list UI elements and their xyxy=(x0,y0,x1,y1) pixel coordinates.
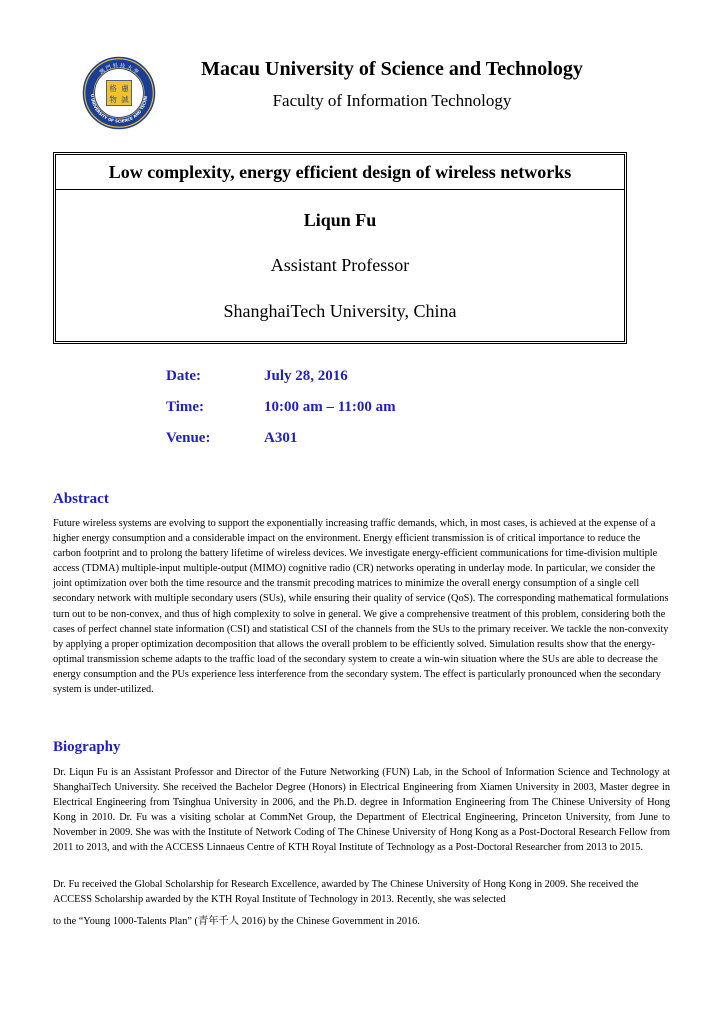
abstract-heading: Abstract xyxy=(53,491,109,507)
speaker-affiliation: ShanghaiTech University, China xyxy=(223,301,457,321)
svg-text:誠: 誠 xyxy=(121,94,129,104)
svg-text:物: 物 xyxy=(109,94,117,104)
svg-text:MACAU UNIVERSITY OF SCIENCE AN: U UNIVERSITY OF SCIENCE AND TECHN xyxy=(89,93,149,124)
biography-paragraph-2: Dr. Fu received the Global Scholarship for Research Excellence, awarded by The Chinese University of Hong Kong in 2009. She received the ACCESS Scholarship awarded by the KTH Royal Institute of Technology in 2013. Recently, she was selected xyxy=(53,879,639,906)
venue-label: Venue: xyxy=(166,430,211,446)
date-label: Date: xyxy=(166,368,201,384)
talk-title: Low complexity, energy efficient design of wireless networks xyxy=(56,155,624,190)
svg-text:澳 門 科 技 大 學: 澳 門 科 技 大 學 xyxy=(98,63,140,76)
svg-text:慮: 慮 xyxy=(121,83,129,93)
biography-heading: Biography xyxy=(53,739,121,755)
biography-paragraph-1: Dr. Liqun Fu is an Assistant Professor and Director of the Future Networking (FUN) Lab, in the School of Information Science and Technology at ShanghaiTech University. She received the Bachelor Degree (Honors) in Electrical Engineering from Xiamen University in 2003, Master degree in Electrical Engineering from Tsinghua University in 2006, and the Ph.D. degree in Information Engineering from The Chinese University of Hong Kong in 2010. Dr. Fu was a visiting scholar at CommNet Group, the Department of Electrical Engineering, Princeton University, from June to November in 2009. She was with the Institute of Network Coding of The Chinese University of Hong Kong as a Post-Doctoral Research Fellow from 2011 to 2013, and with the ACCESS Linnaeus Centre of KTH Royal Institute of Technology as a Post-Doctoral Researcher from 2013 to 2015. xyxy=(53,767,670,854)
biography-paragraph-3: to the “Young 1000-Talents Plan” (青年千人 2016) by the Chinese Government in 2016. xyxy=(53,916,420,927)
date-value: July 28, 2016 xyxy=(264,368,348,384)
venue-value: A301 xyxy=(264,430,298,446)
university-seal-logo xyxy=(82,56,156,130)
time-value: 10:00 am – 11:00 am xyxy=(264,399,396,415)
faculty-name: Faculty of Information Technology xyxy=(272,91,512,110)
svg-text:格: 格 xyxy=(109,83,117,93)
university-name: Macau University of Science and Technology xyxy=(201,58,583,80)
speaker-name: Liqun Fu xyxy=(303,210,377,230)
abstract-text: Future wireless systems are evolving to support the exponentially increasing traffic demands, which, in most cases, is achieved at the expense of a higher energy consumption and a considerable impact on the environment. Energy efficient transmission is of critical importance to reduce the carbon footprint and to prolong the battery lifetime of wireless devices. We investigate energy-efficient communications for time-division multiple access (TDMA) multiple-input multiple-output (MIMO) cognitive radio (CR) networks operating in underlay mode. In particular, we consider the joint optimization over both the time resource and the transmit precoding matrices to minimize the overall energy consumption of a single cell secondary network with multiple secondary users (SUs), while ensuring their quality of service (QoS). The corresponding mathematical formulations turn out to be non-convex, and thus of high complexity to solve in general. We give a comprehensive treatment of this problem, considering both the cases of perfect channel state information (CSI) and statistical CSI of the channels from the SUs to the primary receiver. We tackle the non-convexity by applying a proper optimization decomposition that allows the overall problem to be efficiently solved. Simulation results show that the energy-optimal transmission scheme adapts to the traffic load of the secondary system to create a win-win situation where the SUs are able to decrease the energy consumption and the PUs experience less interference from the secondary system. The effect is particularly pronounced when the secondary system is under-utilized. xyxy=(53,518,669,696)
talk-box xyxy=(53,152,627,344)
speaker-position: Assistant Professor xyxy=(270,255,410,275)
time-label: Time: xyxy=(166,399,205,415)
